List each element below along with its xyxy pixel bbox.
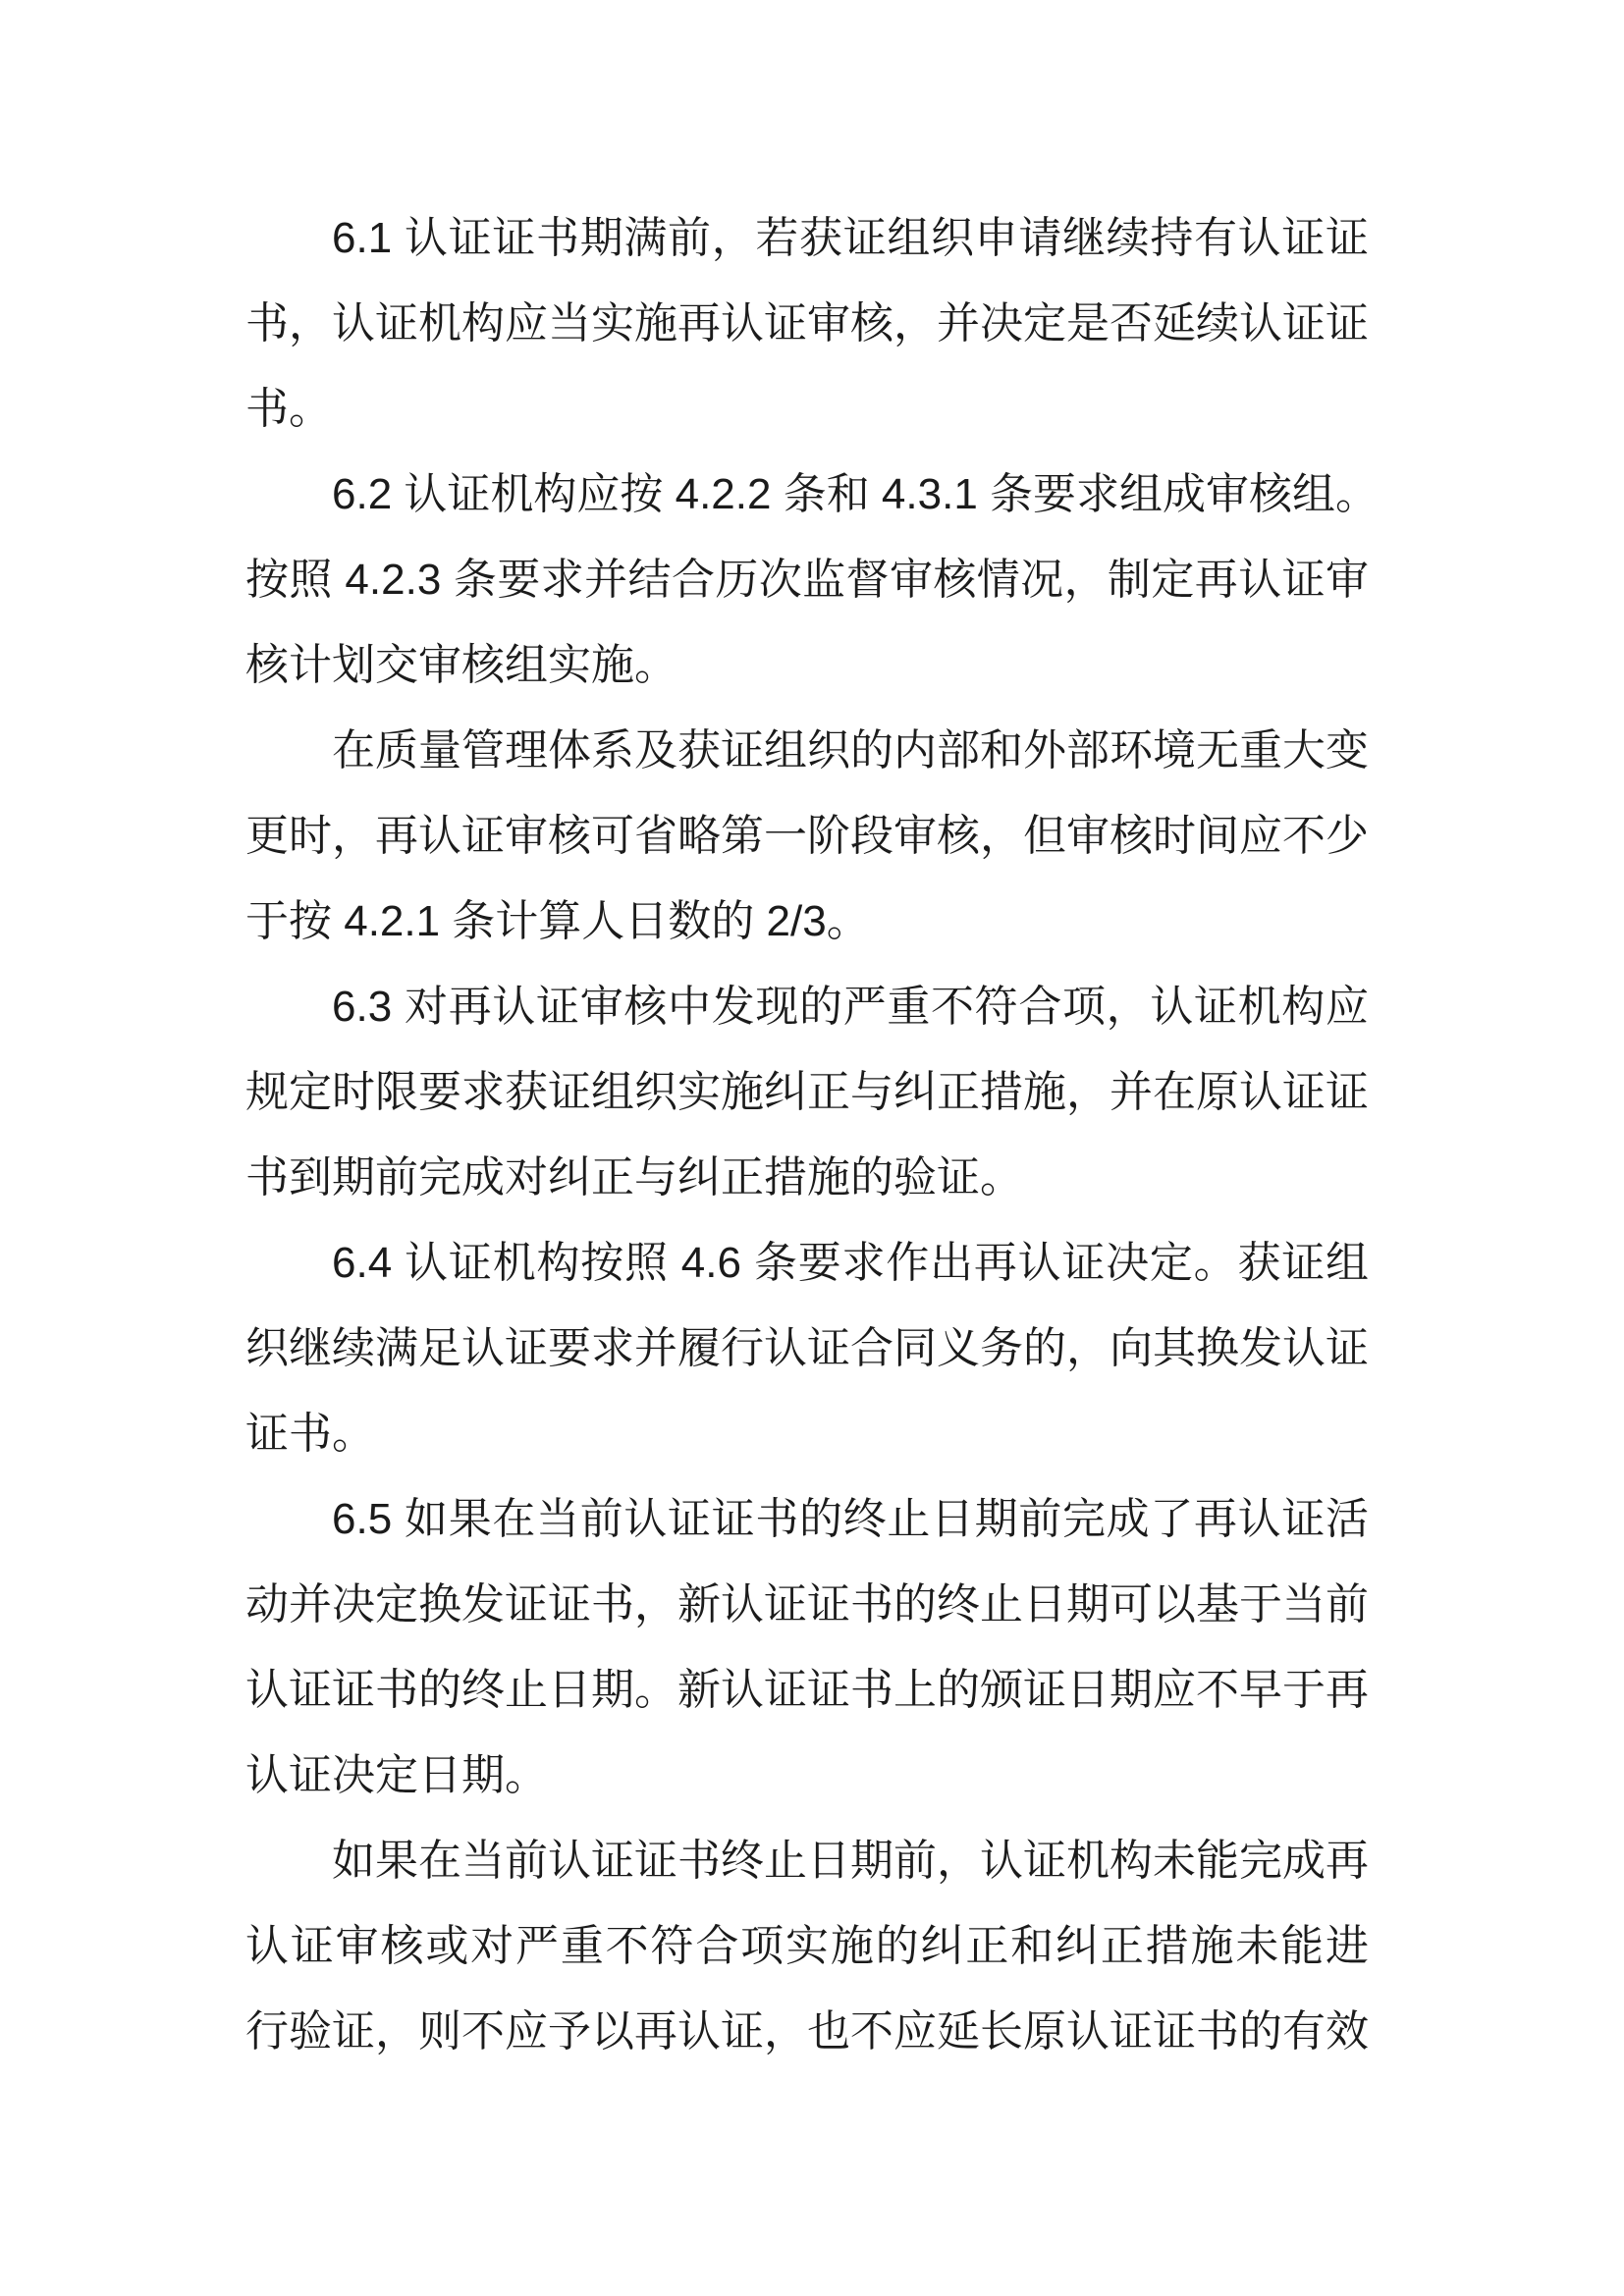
text-line: 认证证书的终止日期。新认证证书上的颁证日期应不早于再: [245, 1666, 1369, 1714]
document-text: [245, 195, 1380, 2074]
text-line: 在质量管理体系及获证组织的内部和外部环境无重大变: [332, 726, 1369, 774]
text-line: 更时，再认证审核可省略第一阶段审核，但审核时间应不少: [245, 812, 1369, 860]
text-line: 证书。: [245, 1410, 375, 1458]
text-line: 书。: [245, 385, 332, 433]
text-line: 6.2 认证机构应按 4.2.2 条和 4.3.1 条要求组成审核组。: [332, 470, 1380, 518]
text-line: 行验证，则不应予以再认证，也不应延长原认证证书的有效: [245, 2007, 1369, 2056]
text-line: 动并决定换发证证书，新认证证书的终止日期可以基于当前: [245, 1580, 1369, 1629]
paragraph-6-5: [245, 1476, 1369, 1818]
paragraph-6-2: [245, 452, 1380, 708]
text-line: 6.4 认证机构按照 4.6 条要求作出再认证决定。获证组: [332, 1239, 1369, 1287]
text-line: 书到期前完成对纠正与纠正措施的验证。: [245, 1153, 1023, 1201]
paragraph-6-5-note: [245, 1818, 1369, 2074]
text-line: 6.3 对再认证审核中发现的严重不符合项，认证机构应: [332, 983, 1369, 1031]
text-line: 6.1 认证证书期满前，若获证组织申请继续持有认证证: [332, 214, 1369, 262]
text-line: 6.5 如果在当前认证证书的终止日期前完成了再认证活: [332, 1495, 1369, 1543]
paragraph-6-2-note: [245, 708, 1369, 964]
text-line: 规定时限要求获证组织实施纠正与纠正措施，并在原认证证: [245, 1068, 1369, 1116]
paragraph-6-3: [245, 964, 1369, 1220]
text-line: 于按 4.2.1 条计算人日数的 2/3。: [245, 897, 870, 945]
paragraph-6-4: [245, 1220, 1369, 1476]
text-line: 织继续满足认证要求并履行认证合同义务的，向其换发认证: [245, 1324, 1369, 1372]
text-line: 核计划交审核组实施。: [245, 641, 677, 689]
text-line: 书，认证机构应当实施再认证审核，并决定是否延续认证证: [245, 299, 1369, 347]
text-line: 按照 4.2.3 条要求并结合历次监督审核情况，制定再认证审: [245, 556, 1369, 604]
text-line: 认证审核或对严重不符合项实施的纠正和纠正措施未能进: [245, 1922, 1369, 1970]
text-line: 认证决定日期。: [245, 1751, 548, 1799]
paragraph-6-1: [245, 195, 1369, 452]
text-line: 如果在当前认证证书终止日期前，认证机构未能完成再: [332, 1837, 1369, 1885]
